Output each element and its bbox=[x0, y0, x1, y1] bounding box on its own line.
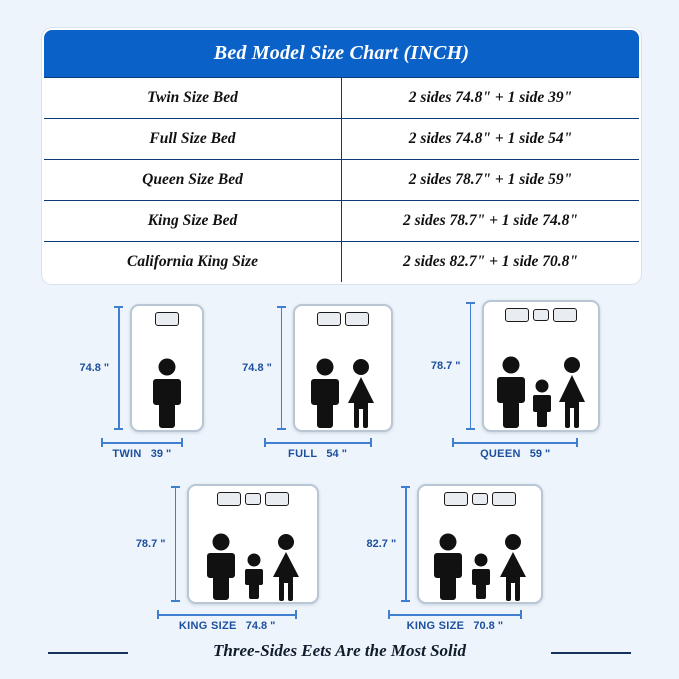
table-cell-size: 2 sides 78.7" + 1 side 74.8" bbox=[342, 201, 640, 242]
width-label-queen bbox=[480, 448, 550, 460]
person-child-icon bbox=[469, 552, 493, 600]
length-measure-twin bbox=[79, 304, 123, 432]
length-label-twin: 74.8 " bbox=[79, 362, 110, 374]
length-label-king: 78.7 " bbox=[135, 538, 166, 550]
bed-width-full: 54 " bbox=[326, 448, 347, 460]
width-measure-california-king bbox=[388, 610, 522, 632]
bed-name-queen: QUEEN bbox=[480, 448, 521, 460]
bed-diagram-row-bottom bbox=[0, 484, 679, 632]
length-bar-icon bbox=[114, 306, 123, 430]
mattress-twin bbox=[130, 304, 204, 432]
table-row bbox=[44, 78, 639, 119]
person-woman-icon bbox=[496, 532, 530, 602]
length-bar-icon bbox=[171, 486, 180, 602]
width-label-twin bbox=[112, 448, 171, 460]
width-measure-king bbox=[157, 610, 297, 632]
table-cell-size: 2 sides 82.7" + 1 side 70.8" bbox=[342, 242, 640, 283]
length-bar-icon bbox=[277, 306, 286, 430]
person-adult-icon bbox=[430, 532, 466, 602]
bed-diagrams bbox=[0, 300, 679, 632]
length-measure-full bbox=[242, 304, 286, 432]
table-cell-model: Twin Size Bed bbox=[44, 78, 342, 119]
bed-width-king: 74.8 " bbox=[245, 620, 276, 632]
table-title: Bed Model Size Chart (INCH) bbox=[44, 30, 639, 78]
mattress-king bbox=[187, 484, 319, 604]
length-label-full: 74.8 " bbox=[242, 362, 272, 374]
person-adult-icon bbox=[494, 354, 528, 430]
width-bar-icon bbox=[264, 438, 372, 447]
table-row bbox=[44, 242, 639, 283]
bed-diagram-full bbox=[242, 304, 393, 460]
table-cell-model: Queen Size Bed bbox=[44, 160, 342, 201]
table-row bbox=[44, 201, 639, 242]
width-bar-icon bbox=[452, 438, 578, 447]
person-woman-icon bbox=[556, 354, 588, 430]
footer-note bbox=[0, 641, 679, 661]
bed-name-king: KING SIZE bbox=[178, 620, 237, 632]
length-label-queen: 78.7 " bbox=[430, 360, 461, 372]
bed-diagram-king bbox=[136, 484, 319, 632]
person-adult-icon bbox=[203, 532, 239, 602]
person-woman-icon bbox=[269, 532, 303, 602]
occupant-figures bbox=[308, 322, 377, 430]
length-measure-king bbox=[136, 484, 180, 604]
bed-diagram-twin bbox=[79, 304, 204, 460]
footer-text: Three-Sides Eets Are the Most Solid bbox=[213, 641, 466, 660]
bed-width-california-king: 70.8 " bbox=[473, 620, 504, 632]
person-child-icon bbox=[242, 552, 266, 600]
bed-width-twin: 39 " bbox=[150, 448, 172, 460]
width-bar-icon bbox=[388, 610, 522, 619]
divider-right bbox=[551, 652, 631, 654]
table-cell-size: 2 sides 74.8" + 1 side 54" bbox=[342, 119, 640, 160]
divider-left bbox=[48, 652, 128, 654]
occupant-figures bbox=[150, 322, 184, 430]
length-label-california-king: 82.7 " bbox=[366, 538, 397, 550]
person-child-icon bbox=[531, 378, 553, 428]
occupant-figures bbox=[203, 502, 303, 602]
size-chart-table bbox=[44, 30, 639, 282]
mattress-california-king bbox=[417, 484, 543, 604]
bed-name-twin: TWIN bbox=[112, 448, 142, 460]
table-row bbox=[44, 119, 639, 160]
length-measure-california-king bbox=[367, 484, 411, 604]
bed-diagram-row-top bbox=[0, 300, 679, 460]
bed-diagram-queen bbox=[431, 300, 600, 460]
table-row bbox=[44, 160, 639, 201]
bed-diagram-california-king bbox=[367, 484, 544, 632]
width-label-king bbox=[179, 620, 275, 632]
width-bar-icon bbox=[157, 610, 297, 619]
table-cell-model: King Size Bed bbox=[44, 201, 342, 242]
width-label-california-king bbox=[407, 620, 503, 632]
length-bar-icon bbox=[466, 302, 475, 430]
length-measure-queen bbox=[431, 300, 475, 432]
mattress-queen bbox=[482, 300, 600, 432]
bed-name-california-king: KING SIZE bbox=[406, 620, 465, 632]
table-title-row bbox=[44, 30, 639, 78]
occupant-figures bbox=[494, 318, 588, 430]
bed-width-queen: 59 " bbox=[529, 448, 551, 460]
width-label-full bbox=[288, 448, 347, 460]
bed-name-full: FULL bbox=[288, 448, 318, 460]
person-woman-icon bbox=[345, 356, 377, 430]
mattress-full bbox=[293, 304, 393, 432]
width-measure-twin bbox=[101, 438, 183, 460]
width-measure-full bbox=[264, 438, 372, 460]
table-cell-model: Full Size Bed bbox=[44, 119, 342, 160]
table-cell-size: 2 sides 78.7" + 1 side 59" bbox=[342, 160, 640, 201]
length-bar-icon bbox=[401, 486, 410, 602]
size-chart-table-container bbox=[42, 28, 641, 284]
person-adult-icon bbox=[150, 356, 184, 430]
width-bar-icon bbox=[101, 438, 183, 447]
occupant-figures bbox=[430, 502, 530, 602]
table-cell-model: California King Size bbox=[44, 242, 342, 283]
table-cell-size: 2 sides 74.8" + 1 side 39" bbox=[342, 78, 640, 119]
person-adult-icon bbox=[308, 356, 342, 430]
width-measure-queen bbox=[452, 438, 578, 460]
